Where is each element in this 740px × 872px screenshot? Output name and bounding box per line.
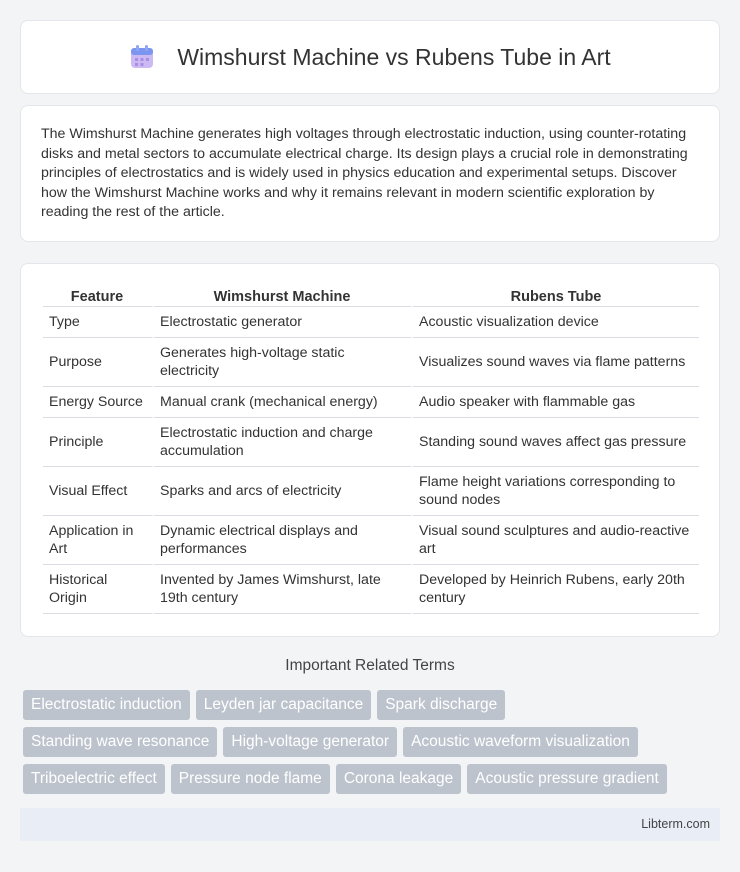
table-row: [43, 338, 699, 387]
row-rubens: Standing sound waves affect gas pressure: [413, 418, 699, 467]
tag[interactable]: Pressure node flame: [171, 764, 330, 794]
row-rubens: Audio speaker with flammable gas: [413, 387, 699, 418]
header-wimshurst: Wimshurst Machine: [154, 286, 413, 307]
tag[interactable]: Leyden jar capacitance: [196, 690, 371, 720]
table-header-row: [43, 286, 699, 307]
tag[interactable]: Triboelectric effect: [23, 764, 165, 794]
row-feature: Application in Art: [43, 516, 154, 565]
row-wimshurst: Dynamic electrical displays and performances: [154, 516, 413, 565]
row-rubens: Acoustic visualization device: [413, 307, 699, 338]
intro-card: [20, 105, 720, 242]
row-feature: Visual Effect: [43, 467, 154, 516]
related-terms-title: Important Related Terms: [285, 657, 455, 674]
header-card: [20, 20, 720, 94]
tag[interactable]: Electrostatic induction: [23, 690, 190, 720]
table-row: [43, 516, 699, 565]
table-row: [43, 467, 699, 516]
table-row: [43, 307, 699, 338]
row-feature: Energy Source: [43, 387, 154, 418]
comparison-table: [43, 286, 699, 614]
page-title: Wimshurst Machine vs Rubens Tube in Art: [177, 43, 611, 70]
tag-row: [23, 727, 723, 757]
footer-brand-link[interactable]: Libterm.com: [641, 817, 710, 831]
row-feature: Type: [43, 307, 154, 338]
row-wimshurst: Electrostatic induction and charge accumulation: [154, 418, 413, 467]
row-wimshurst: Invented by James Wimshurst, late 19th century: [154, 565, 413, 614]
tag[interactable]: Acoustic waveform visualization: [403, 727, 638, 757]
tag[interactable]: High-voltage generator: [223, 727, 397, 757]
header-feature: Feature: [43, 286, 154, 307]
row-wimshurst: Generates high-voltage static electricity: [154, 338, 413, 387]
table-row: [43, 418, 699, 467]
comparison-card: [20, 263, 720, 637]
row-feature: Principle: [43, 418, 154, 467]
row-wimshurst: Electrostatic generator: [154, 307, 413, 338]
row-wimshurst: Sparks and arcs of electricity: [154, 467, 413, 516]
intro-text: The Wimshurst Machine generates high voltages through electrostatic induction, using counter-rotating disks and metal sectors to accumulate electrical charge. Its design plays a crucial role in demonstrating principles of electrostatics and is widely used in physics education and experimental setups. Discover how the Wimshurst Machine works and why it remains relevant in modern scientific exploration by reading the rest of the article.: [41, 126, 688, 221]
tag-row: [23, 764, 723, 794]
row-rubens: Visual sound sculptures and audio-reactive art: [413, 516, 699, 565]
tag[interactable]: Standing wave resonance: [23, 727, 217, 757]
row-rubens: Visualizes sound waves via flame patterns: [413, 338, 699, 387]
header-rubens: Rubens Tube: [413, 286, 699, 307]
calendar-icon: [129, 44, 155, 70]
row-wimshurst: Manual crank (mechanical energy): [154, 387, 413, 418]
footer: [20, 808, 720, 841]
row-rubens: Flame height variations corresponding to sound nodes: [413, 467, 699, 516]
tag[interactable]: Acoustic pressure gradient: [467, 764, 667, 794]
tag[interactable]: Spark discharge: [377, 690, 505, 720]
tag-row: [23, 690, 723, 720]
table-row: [43, 565, 699, 614]
tag[interactable]: Corona leakage: [336, 764, 461, 794]
row-feature: Historical Origin: [43, 565, 154, 614]
table-row: [43, 387, 699, 418]
related-terms-list: [23, 690, 723, 801]
row-rubens: Developed by Heinrich Rubens, early 20th century: [413, 565, 699, 614]
row-feature: Purpose: [43, 338, 154, 387]
